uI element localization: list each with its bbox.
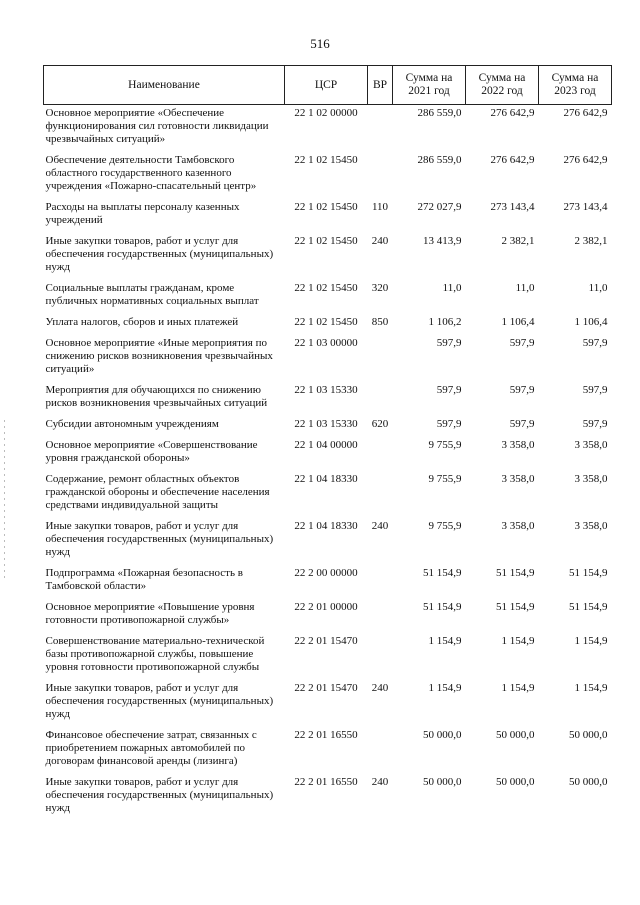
cell-name: Иные закупки товаров, работ и услуг для обеспечения государственных (муниципальных) нужд bbox=[45, 682, 274, 720]
table-header bbox=[44, 66, 612, 105]
cell-csr: 22 1 04 00000 bbox=[294, 439, 358, 451]
table-header-row bbox=[44, 66, 612, 105]
cell-name: Финансовое обеспечение затрат, связанных с приобретением пожарных автомобилей по договорам финансовой аренды (лизинга) bbox=[45, 729, 257, 767]
cell-sum-2022: 597,9 bbox=[509, 418, 535, 430]
cell-vr: 850 bbox=[371, 316, 389, 328]
table-row bbox=[44, 682, 612, 729]
cell-sum-2021: 597,9 bbox=[436, 337, 462, 349]
cell-csr: 22 1 04 18330 bbox=[294, 473, 358, 485]
header-name: Наименование bbox=[44, 66, 285, 105]
cell-sum-2023: 1 154,9 bbox=[574, 635, 608, 647]
cell-name: Уплата налогов, сборов и иных платежей bbox=[45, 316, 239, 328]
table-row bbox=[44, 567, 612, 601]
cell-vr bbox=[368, 729, 393, 776]
cell-name: Подпрограмма «Пожарная безопасность в Тамбовской области» bbox=[45, 567, 243, 592]
cell-name: Иные закупки товаров, работ и услуг для обеспечения государственных (муниципальных) нужд bbox=[45, 776, 274, 814]
cell-name: Иные закупки товаров, работ и услуг для обеспечения государственных (муниципальных) нужд bbox=[45, 235, 274, 273]
cell-sum-2021: 51 154,9 bbox=[423, 601, 462, 613]
cell-sum-2022: 1 154,9 bbox=[501, 682, 535, 694]
cell-name: Совершенствование материально-технической базы противопожарной службы, повышение уровня готовности противопожарной службы bbox=[45, 635, 265, 673]
cell-sum-2022: 3 358,0 bbox=[501, 520, 535, 532]
cell-vr bbox=[368, 384, 393, 418]
cell-vr bbox=[368, 473, 393, 520]
cell-csr: 22 1 02 15450 bbox=[294, 154, 358, 166]
table-row bbox=[44, 235, 612, 282]
cell-vr bbox=[368, 154, 393, 201]
cell-vr bbox=[368, 439, 393, 473]
cell-sum-2022: 3 358,0 bbox=[501, 473, 535, 485]
cell-vr bbox=[368, 567, 393, 601]
cell-sum-2021: 597,9 bbox=[436, 418, 462, 430]
cell-csr: 22 1 02 15450 bbox=[294, 235, 358, 247]
cell-name: Основное мероприятие «Иные мероприятия по снижению рисков возникновения чрезвычайных ситуаций» bbox=[45, 337, 273, 375]
table-row bbox=[44, 105, 612, 155]
header-vr: ВР bbox=[368, 66, 393, 105]
cell-vr: 320 bbox=[371, 282, 389, 294]
cell-vr bbox=[368, 635, 393, 682]
header-sum-2021: Сумма на 2021 год bbox=[393, 66, 466, 105]
cell-csr: 22 2 01 00000 bbox=[294, 601, 358, 613]
cell-sum-2023: 50 000,0 bbox=[569, 729, 608, 741]
cell-sum-2023: 50 000,0 bbox=[569, 776, 608, 788]
cell-sum-2023: 1 106,4 bbox=[574, 316, 608, 328]
cell-sum-2023: 597,9 bbox=[582, 384, 608, 396]
cell-sum-2021: 1 154,9 bbox=[428, 635, 462, 647]
cell-sum-2021: 9 755,9 bbox=[428, 439, 462, 451]
cell-sum-2022: 51 154,9 bbox=[496, 567, 535, 579]
table-row bbox=[44, 729, 612, 776]
header-sum-2022: Сумма на 2022 год bbox=[466, 66, 539, 105]
cell-sum-2022: 3 358,0 bbox=[501, 439, 535, 451]
cell-csr: 22 1 02 00000 bbox=[294, 107, 358, 119]
table-row bbox=[44, 384, 612, 418]
cell-vr: 240 bbox=[371, 235, 389, 247]
cell-sum-2022: 273 143,4 bbox=[490, 201, 535, 213]
cell-sum-2023: 51 154,9 bbox=[569, 567, 608, 579]
cell-sum-2021: 9 755,9 bbox=[428, 473, 462, 485]
table-row bbox=[44, 439, 612, 473]
cell-name: Иные закупки товаров, работ и услуг для обеспечения государственных (муниципальных) нужд bbox=[45, 520, 274, 558]
cell-sum-2023: 597,9 bbox=[582, 337, 608, 349]
cell-sum-2023: 3 358,0 bbox=[574, 473, 608, 485]
table-row bbox=[44, 520, 612, 567]
cell-sum-2021: 1 106,2 bbox=[428, 316, 462, 328]
cell-sum-2022: 597,9 bbox=[509, 337, 535, 349]
scan-artifact bbox=[4, 420, 5, 580]
cell-vr bbox=[368, 601, 393, 635]
header-csr: ЦСР bbox=[285, 66, 368, 105]
cell-sum-2021: 50 000,0 bbox=[423, 729, 462, 741]
cell-name: Основное мероприятие «Обеспечение функционирования сил готовности ликвидации чрезвычайных ситуаций» bbox=[45, 107, 269, 145]
cell-csr: 22 1 03 00000 bbox=[294, 337, 358, 349]
cell-sum-2022: 50 000,0 bbox=[496, 776, 535, 788]
cell-sum-2021: 11,0 bbox=[442, 282, 462, 294]
cell-vr: 620 bbox=[371, 418, 389, 430]
cell-vr: 240 bbox=[371, 520, 389, 532]
cell-sum-2023: 2 382,1 bbox=[574, 235, 608, 247]
header-sum-2023: Сумма на 2023 год bbox=[539, 66, 612, 105]
table-row bbox=[44, 337, 612, 384]
cell-sum-2023: 51 154,9 bbox=[569, 601, 608, 613]
cell-sum-2023: 1 154,9 bbox=[574, 682, 608, 694]
cell-sum-2022: 276 642,9 bbox=[490, 154, 535, 166]
table-body bbox=[44, 105, 612, 824]
cell-csr: 22 2 01 16550 bbox=[294, 729, 358, 741]
table-row bbox=[44, 473, 612, 520]
cell-sum-2021: 286 559,0 bbox=[417, 154, 462, 166]
cell-vr bbox=[368, 105, 393, 155]
cell-sum-2023: 276 642,9 bbox=[563, 107, 608, 119]
cell-sum-2021: 597,9 bbox=[436, 384, 462, 396]
cell-sum-2021: 286 559,0 bbox=[417, 107, 462, 119]
cell-name: Социальные выплаты гражданам, кроме публичных нормативных социальных выплат bbox=[45, 282, 259, 307]
cell-sum-2022: 276 642,9 bbox=[490, 107, 535, 119]
cell-sum-2021: 9 755,9 bbox=[428, 520, 462, 532]
table-row bbox=[44, 154, 612, 201]
cell-csr: 22 2 01 16550 bbox=[294, 776, 358, 788]
cell-name: Основное мероприятие «Повышение уровня готовности противопожарной службы» bbox=[45, 601, 255, 626]
cell-sum-2022: 597,9 bbox=[509, 384, 535, 396]
cell-sum-2023: 597,9 bbox=[582, 418, 608, 430]
cell-sum-2022: 51 154,9 bbox=[496, 601, 535, 613]
cell-csr: 22 1 02 15450 bbox=[294, 316, 358, 328]
cell-sum-2021: 13 413,9 bbox=[423, 235, 462, 247]
cell-sum-2021: 50 000,0 bbox=[423, 776, 462, 788]
cell-name: Мероприятия для обучающихся по снижению рисков возникновения чрезвычайных ситуаций bbox=[45, 384, 268, 409]
cell-name: Расходы на выплаты персоналу казенных учреждений bbox=[45, 201, 240, 226]
cell-vr bbox=[368, 337, 393, 384]
cell-sum-2022: 11,0 bbox=[515, 282, 535, 294]
table-row bbox=[44, 201, 612, 235]
table-row bbox=[44, 776, 612, 823]
table-row bbox=[44, 418, 612, 439]
cell-sum-2022: 1 154,9 bbox=[501, 635, 535, 647]
cell-sum-2023: 3 358,0 bbox=[574, 520, 608, 532]
cell-vr: 240 bbox=[371, 682, 389, 694]
cell-sum-2023: 273 143,4 bbox=[563, 201, 608, 213]
cell-csr: 22 2 00 00000 bbox=[294, 567, 358, 579]
cell-vr: 240 bbox=[371, 776, 389, 788]
cell-name: Содержание, ремонт областных объектов гражданской обороны и обеспечение населения средствами индивидуальной защиты bbox=[45, 473, 270, 511]
table-row bbox=[44, 282, 612, 316]
cell-csr: 22 2 01 15470 bbox=[294, 682, 358, 694]
cell-name: Субсидии автономным учреждениям bbox=[45, 418, 219, 430]
table-row bbox=[44, 316, 612, 337]
cell-sum-2021: 1 154,9 bbox=[428, 682, 462, 694]
cell-name: Основное мероприятие «Совершенствование уровня гражданской обороны» bbox=[45, 439, 258, 464]
cell-sum-2023: 11,0 bbox=[588, 282, 608, 294]
cell-csr: 22 1 04 18330 bbox=[294, 520, 358, 532]
cell-sum-2021: 51 154,9 bbox=[423, 567, 462, 579]
page-number: 516 bbox=[310, 36, 330, 51]
table-row bbox=[44, 635, 612, 682]
table-row bbox=[44, 601, 612, 635]
cell-sum-2022: 50 000,0 bbox=[496, 729, 535, 741]
cell-name: Обеспечение деятельности Тамбовского областного государственного казенного учреждения «Пожарно-спасательный центр» bbox=[45, 154, 257, 192]
cell-csr: 22 2 01 15470 bbox=[294, 635, 358, 647]
cell-csr: 22 1 02 15450 bbox=[294, 282, 358, 294]
cell-csr: 22 1 03 15330 bbox=[294, 418, 358, 430]
cell-sum-2021: 272 027,9 bbox=[417, 201, 462, 213]
cell-sum-2022: 2 382,1 bbox=[501, 235, 535, 247]
cell-sum-2023: 3 358,0 bbox=[574, 439, 608, 451]
cell-sum-2023: 276 642,9 bbox=[563, 154, 608, 166]
budget-table bbox=[43, 65, 612, 823]
cell-vr: 110 bbox=[371, 201, 389, 213]
cell-sum-2022: 1 106,4 bbox=[501, 316, 535, 328]
cell-csr: 22 1 03 15330 bbox=[294, 384, 358, 396]
cell-csr: 22 1 02 15450 bbox=[294, 201, 358, 213]
